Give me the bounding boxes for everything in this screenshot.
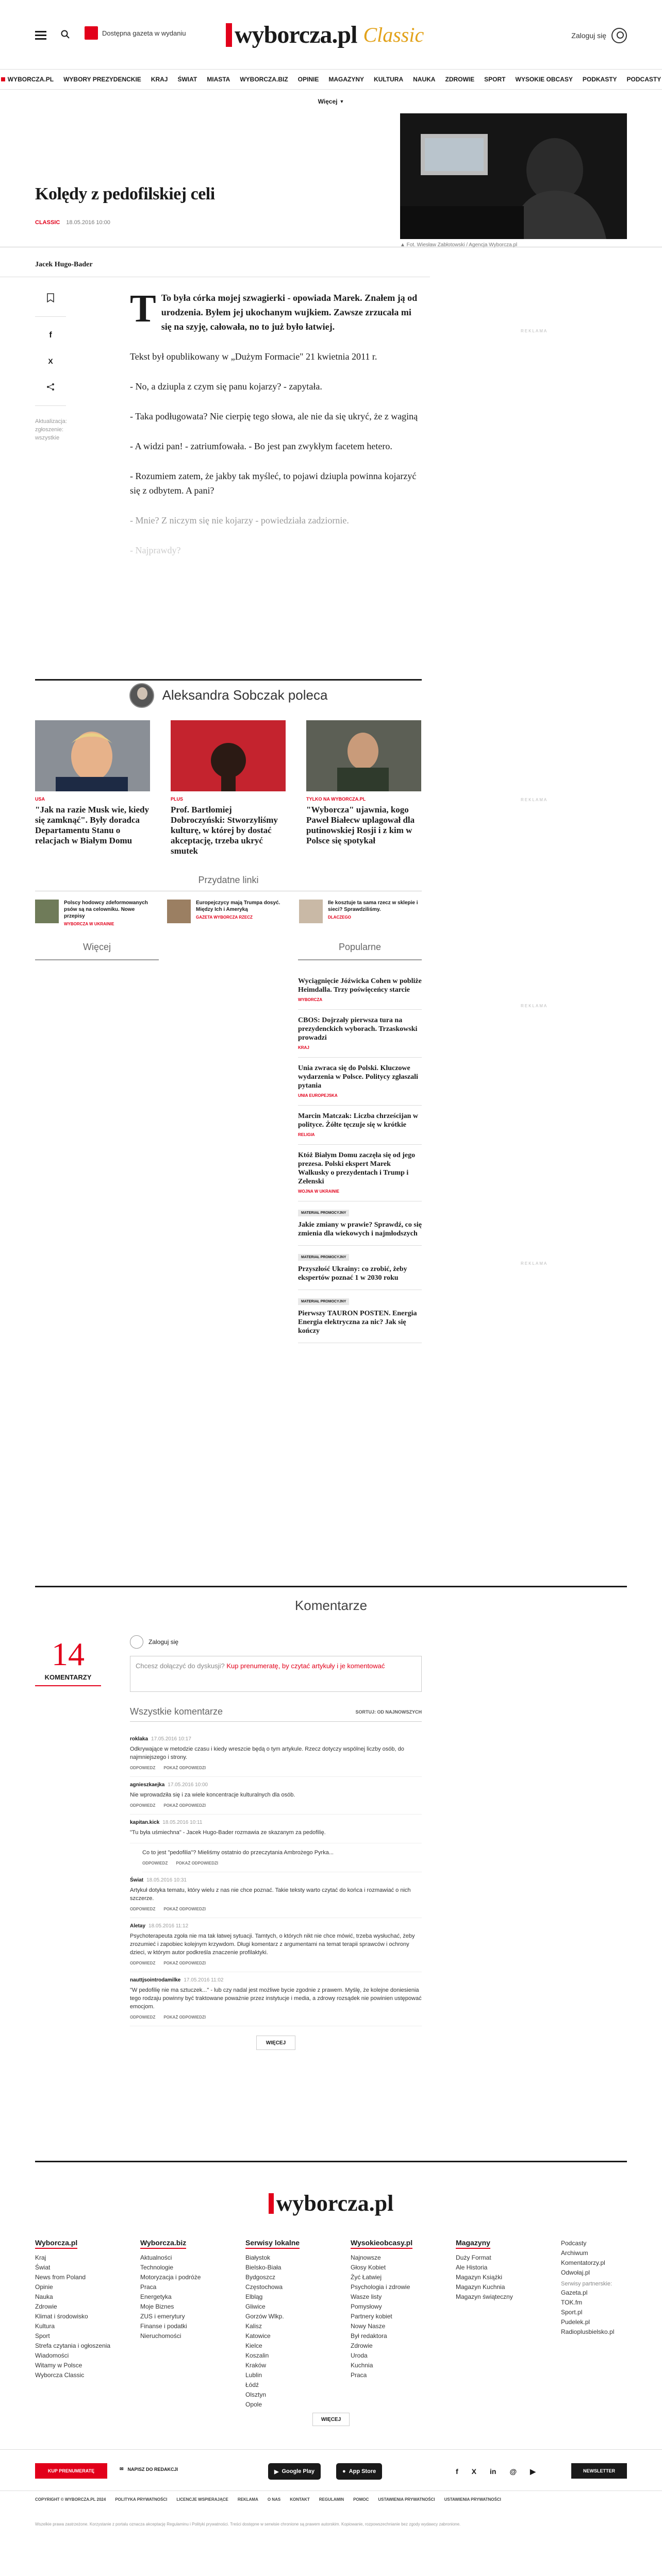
footer-column: Wysokieobcasy.pl Najnowsze Głosy Kobiet Żyć Łatwiej Psychologia i zdrowie Wasze listy Pomysłowy Partnery kobiet Nowy Nasze Był redaktora Zdrowie Uroda Kuchnia Praca [351,2239,456,2410]
promo-link[interactable] [85,23,198,43]
footer-link[interactable]: Witamy w Polsce [35,2362,82,2369]
recommend-title: Aleksandra Sobczak poleca [162,687,328,703]
comments-title: Komentarze [35,1586,627,1614]
links-title: Przydatne linki [35,875,422,891]
footer-link[interactable]: Aktualności [140,2254,172,2261]
app-store-button[interactable]: ● App Store [336,2463,382,2480]
legal-links [0,2490,662,2521]
article-photo [400,113,627,239]
reply-button[interactable]: ODPOWIEDZ [130,1961,156,1965]
link-thumb [299,900,323,923]
popular-list [298,971,422,1343]
show-replies-button[interactable]: POKAŻ ODPOWIEDZI [163,1907,206,1911]
footer-link[interactable]: Kraj [35,2254,46,2261]
footer-link[interactable]: Olsztyn [245,2391,267,2398]
paragraph: - No, a dziupla z czym się panu kojarzy? - zapytała. [130,381,322,392]
promo-item[interactable]: MATERIAŁ PROMOCYJNY Przyszłość Ukrainy: co zrobić, żeby ekspertów poznać 1 w 2030 roku [298,1246,422,1290]
paragraph: Tekst był opublikowany w „Dużym Formacie" 21 kwietnia 2011 r. [130,351,377,362]
comment-reply: Co to jest "pedofilia"? Mieliśmy ostatnio do przeczytania Ambrożego Pyrka... ODPOWIEDZ POKAŻ ODPOWIEDZI [142,1843,422,1872]
footer-link[interactable]: Białystok [245,2254,271,2261]
sort-select[interactable]: SORTUJ: OD NAJNOWSZYCH [355,1709,422,1715]
footer-link[interactable]: Praca [140,2283,157,2291]
footer-link[interactable]: Katowice [245,2332,271,2340]
paragraph: - Najprawdy? [130,545,181,555]
footer-column: Wyborcza.biz Aktualności Technologie Motoryzacja i podróże Praca Energetyka Moje Biznes ZUS i emerytury Finanse i podatki Nieruchomości [140,2239,245,2410]
apple-icon: ● [342,2468,346,2475]
card-image [35,720,150,791]
footer-link[interactable]: Wyborcza Classic [35,2371,85,2379]
link-item[interactable]: Ile kosztuje ta sama rzecz w sklepie i sieci? Sprawdziliśmy. DLACZEGO [299,900,421,926]
footer-link[interactable]: ZUS i emerytury [140,2313,185,2320]
more-menu[interactable] [0,90,662,113]
reply-button[interactable]: ODPOWIEDZ [130,1803,156,1808]
instagram-icon[interactable]: @ [509,2467,517,2476]
footer-link[interactable]: Wasze listy [351,2293,382,2300]
show-replies-button[interactable]: POKAŻ ODPOWIEDZI [176,1861,219,1866]
footer-link[interactable]: Był redaktora [351,2332,387,2340]
footer-link[interactable]: Uroda [351,2352,368,2359]
nav-item[interactable]: PODCASTY [626,76,661,83]
footer-link[interactable]: Opole [245,2401,262,2408]
nav-item[interactable]: KULTURA [374,76,404,83]
footer-link[interactable]: Magazyn Książki [456,2274,503,2281]
nav-item[interactable]: ZDROWIE [445,76,475,83]
nav-item[interactable]: MAGAZYNY [328,76,365,83]
footer-link[interactable]: Nowy Nasze [351,2323,386,2330]
x-icon[interactable]: X [48,357,53,365]
ad-label: REKLAMA [521,1261,548,1266]
article-body [0,277,662,679]
nav-item[interactable]: NAUKA [413,76,436,83]
footer-link[interactable]: Świat [35,2264,51,2271]
show-replies-button[interactable]: POKAŻ ODPOWIEDZI [163,2015,206,2020]
footer-link[interactable]: News from Poland [35,2274,86,2281]
photo-caption: ▲ Fot. Wiesław Zabłotowski / Agencja Wyborcza.pl [400,242,518,248]
legal-link[interactable]: O NAS [267,2497,281,2502]
footer-link[interactable]: TOK.fm [561,2299,583,2306]
comment: Aletay 18.05.2016 11:12 Psychoterapeuta zgoła nie ma tak łatwej sytuacji. Tamtych, o których nikt nie chce mówić, trzeba wysłuchać, żeby zrozumieć i zapobiec kolejnym krzywdom. Długi komentarz z argumentami na temat terapii sprawców i ochrony dzieci, w którym autor podkreśla znaczenie profilaktyki. ODPOWIEDZ POKAŻ ODPOWIEDZI [130,1918,422,1972]
brand-suffix: Classic [363,23,424,46]
footer-link[interactable]: Technologie [140,2264,174,2271]
more-comments-button[interactable]: WIĘCEJ [256,2036,295,2050]
footer-column: Wyborcza.pl Kraj Świat News from Poland Opinie Nauka Zdrowie Klimat i środowisko Kultura Sport Strefa czytania i ogłoszenia Wiadomości Witamy w Polsce Wyborcza Classic [35,2239,140,2410]
footer-link[interactable]: Komentatorzy.pl [561,2259,605,2266]
show-replies-button[interactable]: POKAŻ ODPOWIEDZI [163,1961,206,1965]
legal-link[interactable]: LICENCJE WSPIERAJĄCE [176,2497,228,2502]
footer-link[interactable]: Kuchnia [351,2362,373,2369]
article-tag[interactable]: CLASSIC [35,219,60,226]
ad-label: REKLAMA [521,798,548,802]
more-menu-label: Więcej [318,98,338,105]
social-links [456,2467,536,2476]
footer-link[interactable]: Radioplusbielsko.pl [561,2328,615,2335]
card-image [306,720,421,791]
popular-item[interactable]: Któż Białym Domu zaczęła się od jego prezesa. Polski ekspert Marek Walkusky o prezydentach i Trump i Zełenski WOJNA W UKRAINIE [298,1145,422,1201]
link-item[interactable]: Polscy hodowcy zdeformowanych psów są na celowniku. Nowe przepisy WYBORCZA W UKRAINIE [35,900,157,926]
contact-link[interactable]: ✉ NAPISZ DO REDAKCJI [120,2466,178,2472]
article-date: 18.05.2016 10:00 [66,219,110,226]
nav-item[interactable]: KRAJ [151,76,168,83]
footer-link[interactable]: Kalisz [245,2323,262,2330]
footer-link[interactable]: Pomysłowy [351,2303,382,2310]
footer-link[interactable]: Motoryzacja i podróże [140,2274,201,2281]
tab-more[interactable]: Więcej [35,942,159,960]
footer-link[interactable]: Psychologia i zdrowie [351,2283,410,2291]
nav-item[interactable]: WYBORCZA.BIZ [240,76,288,83]
x-icon[interactable]: X [471,2467,477,2476]
all-comments-label: Wszystkie komentarze [130,1706,223,1717]
mail-icon: ✉ [120,2466,124,2471]
site-logo[interactable] [226,21,424,49]
comment: Świat 18.05.2016 10:31 Artykuł dotyka tematu, który wielu z nas nie chce poznać. Takie teksty warto czytać do końca i rozmawiać o nich szczerze. ODPOWIEDZ POKAŻ ODPOWIEDZI [130,1872,422,1918]
footer-column: Podcasty Archiwum Komentatorzy.pl Odwołaj.pl Serwisy partnerskie: Gazeta.pl TOK.fm Sport.pl Pudelek.pl Radioplusbielsko.pl [561,2239,627,2410]
login-button[interactable] [571,28,627,43]
show-replies-button[interactable]: POKAŻ ODPOWIEDZI [163,1803,206,1808]
article-title: Kolędy z pedofilskiej celi [35,184,215,204]
footer-link[interactable]: Nauka [35,2293,53,2300]
paragraph: - A widzi pan! - zatriumfowała. - Bo jest pan zwykłym facetem hetero. [130,441,392,451]
footer-link[interactable]: Moje Biznes [140,2303,174,2310]
footer-link[interactable]: Kielce [245,2342,262,2349]
footer-link[interactable]: Magazyn Kuchnia [456,2283,505,2291]
link-thumb [35,900,59,923]
play-icon: ▶ [274,2468,279,2475]
search-icon[interactable] [61,30,70,41]
share-icon[interactable] [43,380,58,394]
lead-paragraph: T To była córka mojej szwagierki - opowiada Marek. Znałem ją od urodzenia. Byłem jej ukochanym wujkiem. Zawsze zrzucała mi się na szyję, całowała, no to już było łatwiej. [130,287,418,332]
comment: kapitan.kick 18.05.2016 10:11 "Tu była uśmiechna" - Jacek Hugo-Bader rozmawia ze skazanym za pedofilię. [130,1815,422,1843]
card-title: "Wyborcza" ujawnia, kogo Paweł Białecw uplagował dla putinowskiej Rosji i z kim w Polsce się spotykał [306,805,415,845]
nav-item[interactable]: OPINIE [297,76,319,83]
footer-link[interactable]: Archiwum [561,2249,588,2257]
comment-login[interactable]: Zaloguj się [130,1635,422,1649]
popular-item[interactable]: CBOS: Dojrzały pierwsza tura na prezydenckich wyborach. Trzaskowski prowadzi KRAJ [298,1010,422,1058]
comment: roklaka 17.05.2016 10:17 Odkrywające w metodzie czasu i kiedy wreszcie będą o tym artykule. Rzecz dotyczy wspólnej liczby osób, do najmniejszego i strony. ODPOWIEDZ POKAŻ ODPOWIEDZI [130,1731,422,1777]
comment-count: 14 KOMENTARZY [35,1635,101,1686]
main-nav [0,69,662,90]
recommend-header [35,679,422,710]
linkedin-icon[interactable]: in [490,2467,496,2476]
footer-link[interactable]: Bielsko-Biała [245,2264,282,2271]
reply-button[interactable]: ODPOWIEDZ [142,1861,168,1866]
nav-item[interactable]: WYBORY PREZYDENCKIE [63,76,141,83]
card-title: "Jak na razie Musk wie, kiedy się zamknąć". Były doradca Departamentu Stanu o relacjach w Białym Domu [35,805,149,845]
nav-item[interactable]: MIASTA [207,76,230,83]
footer-link[interactable]: Opinie [35,2283,53,2291]
footer-link[interactable]: Kultura [35,2323,55,2330]
bookmark-icon[interactable] [43,291,58,305]
footer-actions [0,2449,662,2490]
promo-item[interactable]: MATERIAŁ PROMOCYJNY Pierwszy TAURON POSTEN. Energia Energia elektryczna za nic? Jak się kończy [298,1290,422,1343]
recommend-card[interactable]: PLUS Prof. Bartłomiej Dobroczyński: Stworzyliśmy kulturę, w której by dostać akceptację, trzeba ukryć smutek [171,720,286,856]
brand-name: wyborcza.pl [235,21,357,48]
footer-link[interactable]: Gazeta.pl [561,2289,588,2296]
footer-column: Serwisy lokalne Białystok Bielsko-Biała Bydgoszcz Częstochowa Elbląg Gliwice Gorzów Wlkp. Kalisz Katowice Kielce Koszalin Kraków Lublin Łódź Olsztyn Opole [245,2239,351,2410]
popular-item[interactable]: Wyciągnięcie Jóźwicka Cohen w pobliże Heimdalla. Trzy poświęceńcy starcie WYBORCZA [298,971,422,1010]
ad-label: REKLAMA [521,329,548,333]
legal-link[interactable]: REKLAMA [237,2497,258,2502]
footer-link[interactable]: Lublin [245,2371,262,2379]
user-icon [611,28,627,43]
legal-link[interactable]: USTAWIENIA PRYWATNOŚCI [378,2497,435,2502]
legal-link[interactable]: POLITYKA PRYWATNOŚCI [115,2497,168,2502]
footer-link[interactable]: Żyć Łatwiej [351,2274,382,2281]
nav-item[interactable]: PODKASTY [582,76,617,83]
user-icon [130,1635,143,1649]
nav-item-home[interactable]: WYBORCZA.PL [1,76,54,83]
comment: nauttjsointrodamilke 17.05.2016 11:02 "W pedofilię nie ma sztuczek..." - lub czy nadal jest możliwe bycie zgodnie z prawem. Myślę, że kolejne doniesienia tego rodzaju powinny być traktowane poważnie przez instytucje i media, a zdrowy rozsądek nie powinien ustępować emocjom. ODPOWIEDZ POKAŻ ODPOWIEDZI [130,1972,422,2026]
legal-link[interactable]: COPYRIGHT © WYBORCZA.PL 2024 [35,2497,106,2502]
footer-link[interactable]: Gorzów Wlkp. [245,2313,284,2320]
article-text [130,287,419,573]
share-sidebar [35,291,66,442]
article-header [0,113,662,247]
footer-link[interactable]: Partnery kobiet [351,2313,392,2320]
footer-link[interactable]: Podcasty [561,2240,587,2247]
footer-link[interactable]: Koszalin [245,2352,269,2359]
site-header [0,0,662,113]
footer-link[interactable]: Odwołaj.pl [561,2269,590,2276]
useful-links [0,875,662,942]
author-avatar [129,683,154,708]
footer-link[interactable]: Ale Historia [456,2264,488,2271]
footer-link[interactable]: Klimat i środowisko [35,2313,88,2320]
legal-link[interactable]: REGULAMIN [319,2497,344,2502]
footer-link[interactable]: Głosy Kobiet [351,2264,386,2271]
footer-link[interactable]: Najnowsze [351,2254,381,2261]
reply-button[interactable]: ODPOWIEDZ [130,2015,156,2020]
link-item[interactable]: Europejczycy mają Trumpa dosyć. Między Ich i Ameryką GAZETA WYBORCZA RZECZ [167,900,289,926]
footer-link[interactable]: Bydgoszcz [245,2274,276,2281]
ad-label: REKLAMA [521,1004,548,1008]
show-replies-button[interactable]: POKAŻ ODPOWIEDZI [163,1766,206,1770]
youtube-icon[interactable]: ▶ [530,2467,536,2476]
paragraph: - Mnie? Z niczym się nie kojarzy - powiedziała zadziornie. [130,515,349,526]
footer-logo[interactable]: wyborcza.pl [35,2190,627,2216]
fine-print: Wszelkie prawa zastrzeżone. Korzystanie z portalu oznacza akceptację Regulaminu i Polityki prywatności. Treści dostępne w serwisie chronione są prawem autorskim. Kopiowanie, rozpowszechnianie bez zgody wydawcy zabronione. [35,2522,461,2527]
newspaper-icon [85,26,98,40]
link-thumb [167,900,191,923]
reply-button[interactable]: ODPOWIEDZ [130,1766,156,1770]
facebook-icon[interactable]: f [456,2467,458,2476]
footer-link[interactable]: Duży Format [456,2254,491,2261]
promo-text: Dostępna gazeta w wydaniu [102,29,186,37]
comment: agnieszkaejka 17.05.2016 10:00 Nie wprowadziła się i za wiele koncentracje kulturalnych dla osób. ODPOWIEDZ POKAŻ ODPOWIEDZI [130,1777,422,1815]
footer-link[interactable]: Nieruchomości [140,2332,181,2340]
login-label: Zaloguj się [571,31,606,40]
footer-link[interactable]: Praca [351,2371,367,2379]
footer-column: Magazyny Duży Format Ale Historia Magazyn Książki Magazyn Kuchnia Magazyn świąteczny [456,2239,561,2410]
nav-item[interactable]: ŚWIAT [177,76,197,83]
footer-link[interactable]: Finanse i podatki [140,2323,187,2330]
footer-link[interactable]: Magazyn świąteczny [456,2293,513,2300]
legal-link[interactable]: POMOC [353,2497,369,2502]
reply-button[interactable]: ODPOWIEDZ [130,1907,156,1911]
google-play-button[interactable]: ▶ Google Play [268,2463,321,2480]
card-title: Prof. Bartłomiej Dobroczyński: Stworzyliśmy kulturę, w której by dostać akceptację, trzeba ukryć smutek [171,805,278,856]
nav-item[interactable]: SPORT [484,76,506,83]
footer-link[interactable]: Strefa czytania i ogłoszenia [35,2342,111,2349]
paragraph: - Rozumiem zatem, że jakby tak myśleć, to pojawi dziupla powinna kojarzyć się z odbytem. A pani? [130,471,417,496]
promo-item[interactable]: MATERIAŁ PROMOCYJNY Jakie zmiany w prawie? Sprawdź, co się zmienia dla wiekowych i najmłodszych [298,1201,422,1246]
popular-item[interactable]: Unia zwraca się do Polski. Kluczowe wydarzenia w Polsce. Politycy zgłaszali pytania UNIA EUROPEJSKA [298,1058,422,1106]
recommend-card[interactable]: TYLKO NA WYBORCZA.PL "Wyborcza" ujawnia, kogo Paweł Białecw uplagował dla putinowskiej Rosji i z kim w Polsce się spotykał [306,720,421,856]
footer-more-button[interactable]: WIĘCEJ [312,2413,350,2426]
footer-link[interactable]: Częstochowa [245,2283,283,2291]
footer-link[interactable]: Pudelek.pl [561,2318,590,2326]
footer-link[interactable]: Sport [35,2332,50,2340]
comment-input[interactable]: Chcesz dołączyć do dyskusji? Kup prenumeratę, by czytać artykuły i je komentować [130,1656,422,1692]
popular-item[interactable]: Marcin Matczak: Liczba chrześcijan w polityce. Żółte tęczuje się w krótkie RELIGIA [298,1106,422,1145]
article-meta [35,219,110,226]
article-author[interactable]: Jacek Hugo-Bader [0,247,430,277]
comments-section [0,1586,662,2147]
chevron-down-icon: ▼ [339,99,344,104]
legal-link[interactable]: USTAWIENIA PRYWATNOŚCI [444,2497,501,2502]
newsletter-button[interactable]: NEWSLETTER [571,2463,627,2479]
recommend-card[interactable]: USA "Jak na razie Musk wie, kiedy się zamknąć". Były doradca Departamentu Stanu o relacjach w Białym Domu [35,720,150,856]
site-footer [35,2161,627,2449]
footer-link[interactable]: Gliwice [245,2303,266,2310]
footer-link[interactable]: Sport.pl [561,2309,583,2316]
paragraph: - Taka podługowata? Nie cierpię tego słowa, ale nie da się ukryć, że z waginą [130,411,418,421]
footer-link[interactable]: Łódź [245,2381,259,2388]
recommendations [0,679,662,875]
legal-link[interactable]: KONTAKT [290,2497,310,2502]
facebook-icon[interactable]: f [49,331,52,340]
footer-link[interactable]: Zdrowie [35,2303,57,2310]
tab-popular[interactable]: Popularne [298,942,422,960]
side-note: Aktualizacja: zgłoszenie: wszystkie [35,418,67,441]
subscribe-button[interactable]: KUP PRENUMERATĘ [35,2463,107,2479]
footer-link[interactable]: Kraków [245,2362,267,2369]
footer-link[interactable]: Wiadomości [35,2352,69,2359]
card-image [171,720,286,791]
footer-link[interactable]: Zdrowie [351,2342,373,2349]
nav-item[interactable]: WYSOKIE OBCASY [515,76,573,83]
footer-link[interactable]: Energetyka [140,2293,172,2300]
menu-icon[interactable] [35,31,46,39]
footer-link[interactable]: Elbląg [245,2293,263,2300]
